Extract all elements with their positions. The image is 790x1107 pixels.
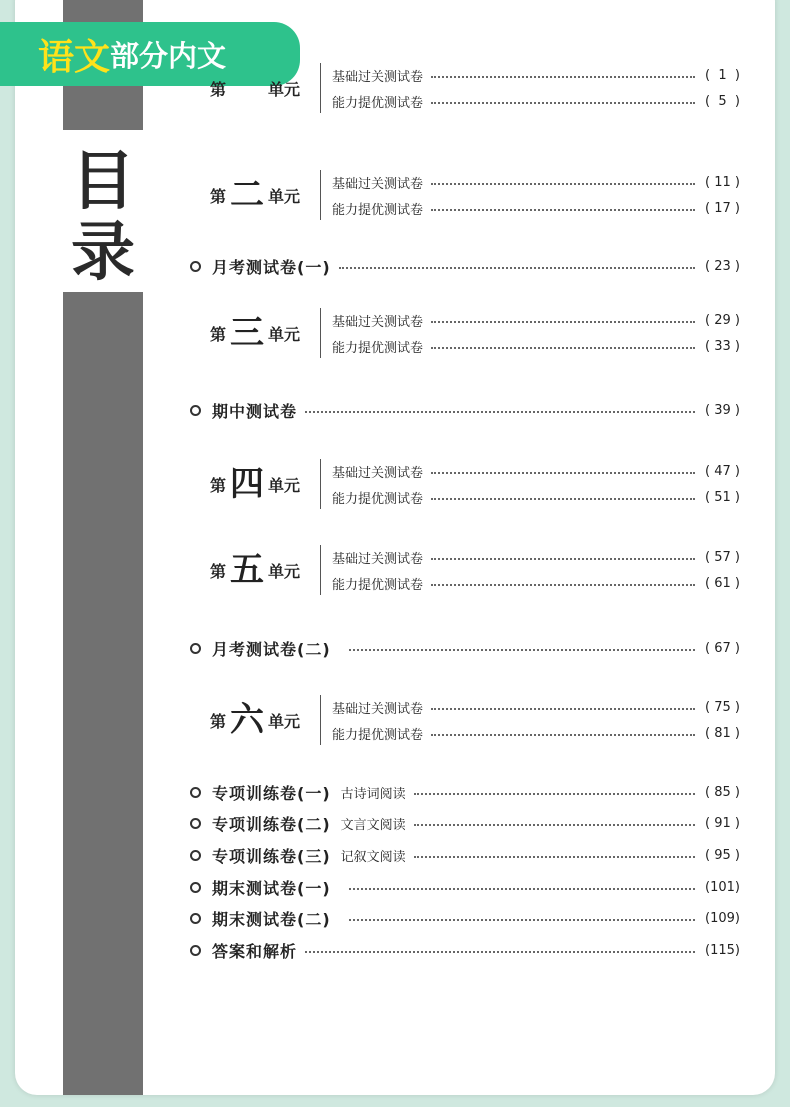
bullet-icon [190,882,201,893]
page-number: ( 11 ) [705,174,740,190]
entry-title: 基础过关测试卷 [332,69,424,85]
dot-leader [414,793,695,795]
toc-heading-char-2: 录 [71,216,135,290]
dot-leader [431,558,695,560]
banner-text: 部分内文 [110,38,227,73]
bullet-icon [190,405,201,416]
bullet-icon [190,787,201,798]
dot-leader [339,267,695,269]
unit-prefix: 第 [210,561,227,581]
page-number: (101) [705,879,740,895]
toc-heading-char-1: 目 [71,145,135,219]
unit-divider [320,545,321,595]
dot-leader [349,888,695,890]
entry-title: 专项训练卷(一) [212,783,331,803]
dot-leader [431,321,695,323]
page-number: ( 85 ) [705,784,740,800]
unit-prefix: 第 [210,711,227,731]
entry-title: 期末测试卷(一) [212,878,331,898]
dot-leader [431,183,695,185]
unit-divider [320,695,321,745]
page-number: ( 17 ) [705,200,740,216]
page-number: ( 29 ) [705,312,740,328]
dot-leader [431,498,695,500]
entry-description: 文言文阅读 [340,817,406,833]
page-number: ( 23 ) [705,258,740,274]
entry-title: 月考测试卷(二) [212,639,331,659]
page-number: ( 75 ) [705,699,740,715]
unit-heading [210,175,300,215]
unit-prefix: 第 [210,79,227,99]
unit-suffix: 单元 [268,79,301,99]
page-number: ( 47 ) [705,463,740,479]
dot-leader [431,209,695,211]
main-entry[interactable] [190,939,740,961]
page-number: ( 95 ) [705,847,740,863]
page-number: ( 5 ) [705,93,740,109]
entry-title: 基础过关测试卷 [332,465,424,481]
main-entry[interactable] [190,844,740,866]
unit-number: 三 [230,313,265,353]
unit-heading [210,550,300,590]
bullet-icon [190,850,201,861]
unit-sub-entry[interactable] [332,337,740,355]
main-entry[interactable] [190,907,740,929]
unit-suffix: 单元 [268,324,301,344]
unit-prefix: 第 [210,186,227,206]
page-number: ( 57 ) [705,549,740,565]
entry-title: 答案和解析 [212,941,298,961]
unit-heading [210,313,300,353]
page-number: ( 61 ) [705,575,740,591]
unit-prefix: 第 [210,475,227,495]
unit-number: 五 [230,550,265,590]
dot-leader [431,472,695,474]
page-number: ( 91 ) [705,815,740,831]
unit-sub-entry[interactable] [332,548,740,566]
dot-leader [414,856,695,858]
unit-prefix: 第 [210,324,227,344]
bullet-icon [190,261,201,272]
unit-divider [320,459,321,509]
entry-description: 记叙文阅读 [340,849,406,865]
entry-description: 古诗词阅读 [340,786,406,802]
banner-highlight: 语文 [38,36,111,78]
unit-divider [320,308,321,358]
entry-title: 基础过关测试卷 [332,701,424,717]
unit-sub-entry[interactable] [332,199,740,217]
entry-title: 基础过关测试卷 [332,314,424,330]
unit-sub-entry[interactable] [332,311,740,329]
dot-leader [431,734,695,736]
unit-heading [210,700,300,740]
bullet-icon [190,913,201,924]
page-number: ( 67 ) [705,640,740,656]
unit-suffix: 单元 [268,475,301,495]
page-number: ( 81 ) [705,725,740,741]
page-number: ( 1 ) [705,67,740,83]
entry-title: 基础过关测试卷 [332,176,424,192]
entry-title: 专项训练卷(三) [212,846,331,866]
unit-heading [210,464,300,504]
dot-leader [431,584,695,586]
unit-number: 二 [230,175,265,215]
unit-sub-entry[interactable] [332,698,740,716]
dot-leader [305,411,695,413]
dot-leader [349,919,695,921]
page-number: ( 51 ) [705,489,740,505]
entry-title: 专项训练卷(二) [212,814,331,834]
unit-divider [320,63,321,113]
entry-title: 期末测试卷(二) [212,909,331,929]
unit-sub-entry[interactable] [332,488,740,506]
entry-title: 能力提优测试卷 [332,202,424,218]
dot-leader [305,951,695,953]
unit-sub-entry[interactable] [332,462,740,480]
dot-leader [431,76,695,78]
entry-title: 能力提优测试卷 [332,727,424,743]
entry-title: 期中测试卷 [212,401,298,421]
page-number: (109) [705,910,740,926]
unit-sub-entry[interactable] [332,66,740,84]
page-number: ( 39 ) [705,402,740,418]
bullet-icon [190,818,201,829]
entry-title: 能力提优测试卷 [332,577,424,593]
unit-number: 四 [230,464,265,504]
bullet-icon [190,643,201,654]
unit-heading [210,68,300,108]
dot-leader [349,649,695,651]
entry-title: 月考测试卷(一) [212,257,331,277]
dot-leader [414,824,695,826]
main-entry[interactable] [190,781,740,803]
unit-suffix: 单元 [268,186,301,206]
dot-leader [431,102,695,104]
unit-sub-entry[interactable] [332,574,740,592]
gray-strip-bottom [63,292,143,1095]
unit-sub-entry[interactable] [332,173,740,191]
entry-title: 能力提优测试卷 [332,340,424,356]
main-entry[interactable] [190,399,740,421]
unit-suffix: 单元 [268,561,301,581]
dot-leader [431,347,695,349]
entry-title: 基础过关测试卷 [332,551,424,567]
main-entry[interactable] [190,637,740,659]
bullet-icon [190,945,201,956]
main-entry[interactable] [190,255,740,277]
unit-suffix: 单元 [268,711,301,731]
main-entry[interactable] [190,812,740,834]
unit-divider [320,170,321,220]
dot-leader [431,708,695,710]
unit-number: 六 [230,700,265,740]
entry-title: 能力提优测试卷 [332,95,424,111]
page-number: ( 33 ) [705,338,740,354]
unit-sub-entry[interactable] [332,724,740,742]
unit-sub-entry[interactable] [332,92,740,110]
page-number: (115) [705,942,740,958]
entry-title: 能力提优测试卷 [332,491,424,507]
main-entry[interactable] [190,876,740,898]
